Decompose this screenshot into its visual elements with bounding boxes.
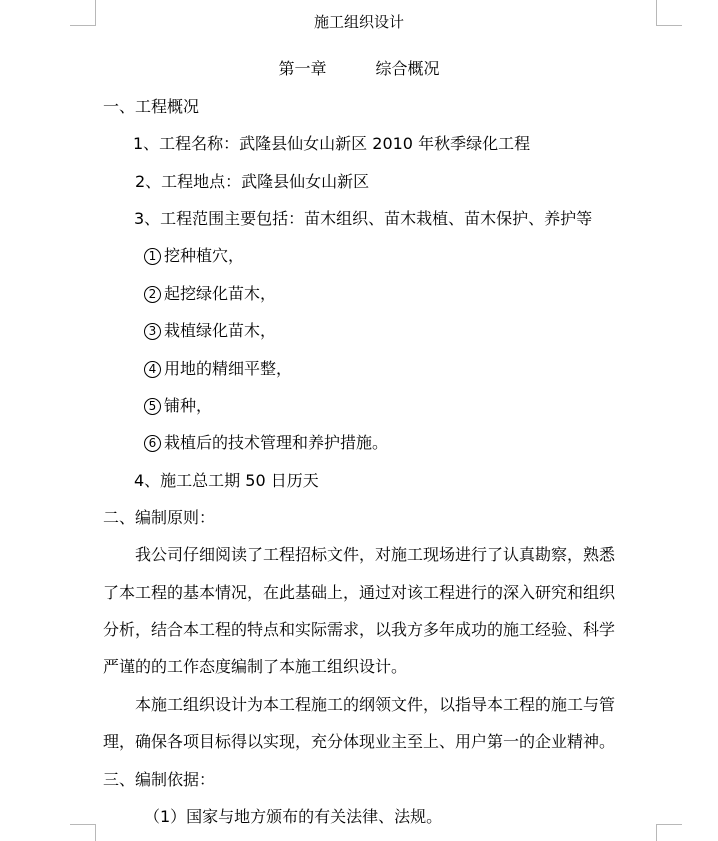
chapter-name: 综合概况 bbox=[375, 59, 440, 78]
chapter-heading bbox=[0, 59, 718, 79]
subitem-2: 2 起挖绿化苗木， bbox=[144, 284, 276, 304]
circled-number: 2 bbox=[144, 286, 161, 303]
crop-mark-bottom-left-h bbox=[70, 824, 96, 825]
paragraph-line: 了本工程的基本情况，在此基础上，通过对该工程进行的深入研究和组织 bbox=[103, 583, 616, 602]
paragraph-line: 我公司仔细阅读了工程招标文件，对施工现场进行了认真勘察，熟悉 bbox=[135, 545, 616, 564]
item-project-name: 1、工程名称：武隆县仙女山新区 2010 年秋季绿化工程 bbox=[133, 134, 531, 153]
section-heading-basis: 三、编制依据： bbox=[103, 770, 216, 789]
paragraph-line: 理，确保各项目标得以实现，充分体现业主至上、用户第一的企业精神。 bbox=[103, 732, 616, 751]
paragraph-line: 分析，结合本工程的特点和实际需求，以我方多年成功的施工经验、科学 bbox=[103, 620, 616, 639]
circled-number: 4 bbox=[144, 361, 161, 378]
subitem-6: 6 栽植后的技术管理和养护措施。 bbox=[144, 433, 388, 453]
item-laws: （1）国家与地方颁布的有关法律、法规。 bbox=[144, 807, 443, 826]
crop-mark-bottom-right-v bbox=[656, 824, 657, 841]
crop-mark-bottom-right-h bbox=[656, 824, 682, 825]
circled-number: 5 bbox=[144, 398, 161, 415]
item-duration: 4、施工总工期 50 日历天 bbox=[134, 471, 319, 490]
paragraph-line: 严谨的的工作态度编制了本施工组织设计。 bbox=[103, 657, 408, 676]
circled-number: 1 bbox=[144, 248, 161, 265]
item-project-location: 2、工程地点：武隆县仙女山新区 bbox=[135, 172, 370, 191]
subitem-4: 4 用地的精细平整， bbox=[144, 359, 292, 379]
circled-number: 6 bbox=[144, 435, 161, 452]
crop-mark-bottom-left-v bbox=[95, 824, 96, 841]
document-title: 施工组织设计 bbox=[313, 13, 404, 31]
subitem-3: 3 栽植绿化苗木， bbox=[144, 321, 276, 341]
subitem-1: 1 挖种植穴， bbox=[144, 246, 244, 266]
item-project-scope: 3、工程范围主要包括：苗木组织、苗木栽植、苗木保护、养护等 bbox=[134, 209, 593, 228]
chapter-number: 第一章 bbox=[278, 59, 327, 78]
circled-number: 3 bbox=[144, 323, 161, 340]
section-heading-principles: 二、编制原则： bbox=[103, 508, 216, 527]
section-heading-overview: 一、工程概况 bbox=[103, 97, 200, 116]
subitem-5: 5 铺种， bbox=[144, 396, 212, 416]
paragraph-line: 本施工组织设计为本工程施工的纲领文件，以指导本工程的施工与管 bbox=[135, 695, 616, 714]
